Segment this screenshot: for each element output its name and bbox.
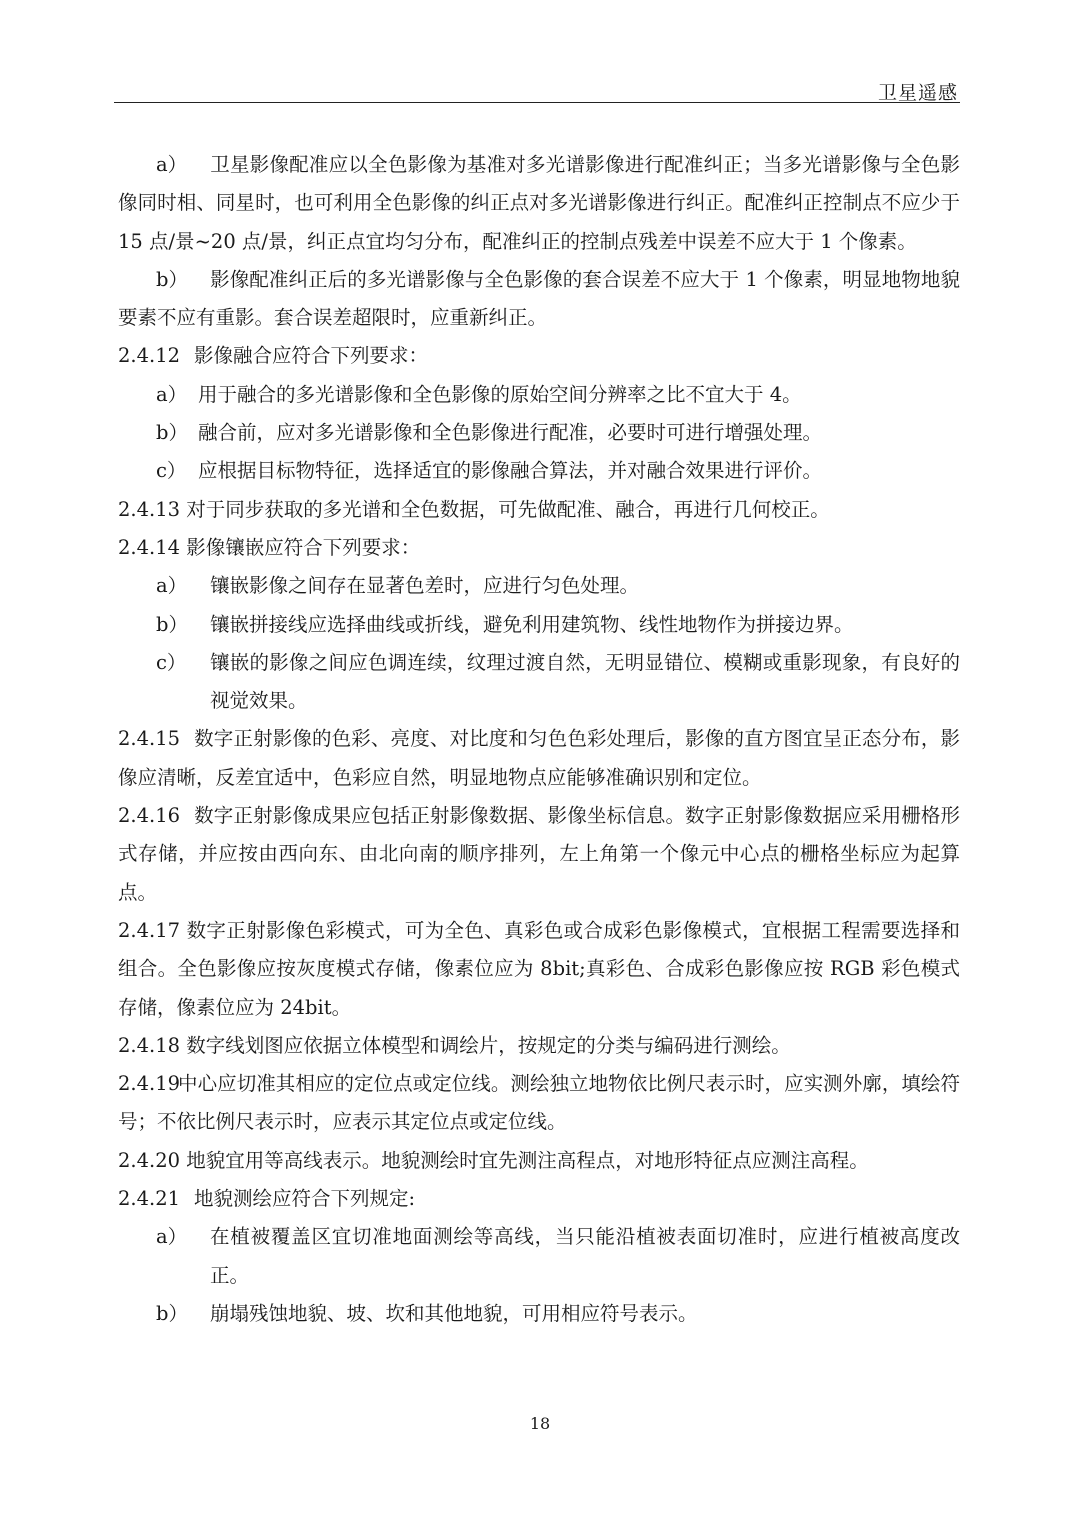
- list-marker: a）: [156, 382, 188, 406]
- clause-text: 影像配准纠正后的多光谱影像与全色影像的套合误差不应大于 1 个像素，明显地物地貌要素不应有重影。套合误差超限时，应重新纠正。: [118, 267, 960, 330]
- section-number: 2.4.13: [118, 497, 181, 521]
- section-2-4-17: [118, 912, 960, 1027]
- section-text: 对于同步获取的多光谱和全色数据，可先做配准、融合，再进行几何校正。: [186, 497, 830, 521]
- header-divider: [114, 102, 960, 103]
- section-2-4-21: [118, 1180, 960, 1218]
- section-number: 2.4.20: [118, 1148, 181, 1172]
- list-item-text: 崩塌残蚀地貌、坡、坎和其他地貌，可用相应符号表示。: [210, 1301, 698, 1325]
- section-text: 数字正射影像的色彩、亮度、对比度和匀色色彩处理后，影像的直方图宜呈正态分布，影像应清晰，反差宜适中，色彩应自然，明显地物点应能够准确识别和定位。: [118, 727, 960, 789]
- section-2-4-16: [118, 797, 960, 912]
- section-text: 影像镶嵌应符合下列要求：: [186, 535, 421, 559]
- list-item: [118, 567, 960, 605]
- section-text: 数字线划图应依据立体模型和调绘片，按规定的分类与编码进行测绘。: [186, 1033, 791, 1057]
- list-marker: b）: [156, 612, 188, 636]
- section-number: 2.4.19: [118, 1072, 181, 1096]
- list-item-text: 镶嵌拼接线应选择曲线或折线，避免利用建筑物、线性地物作为拼接边界。: [210, 612, 854, 636]
- list-item: [118, 452, 960, 490]
- list-marker: a）: [156, 153, 188, 176]
- list-item-text: 在植被覆盖区宜切准地面测绘等高线，当只能沿植被表面切准时，应进行植被高度改正。: [210, 1225, 960, 1287]
- list-item: [118, 376, 960, 414]
- list-item-text: 镶嵌的影像之间应色调连续，纹理过渡自然，无明显错位、模糊或重影现象，有良好的视觉效果。: [210, 650, 960, 713]
- section-2-4-12: [118, 337, 960, 375]
- section-2-4-13: [118, 491, 960, 529]
- section-number: 2.4.15: [118, 727, 181, 751]
- section-2-4-15: [118, 720, 960, 797]
- list-item: [118, 606, 960, 644]
- document-body: [118, 146, 960, 1333]
- list-item: [118, 414, 960, 452]
- list-marker: c）: [156, 650, 187, 674]
- page-number: 18: [529, 1414, 551, 1433]
- section-text: 影像融合应符合下列要求：: [194, 344, 429, 368]
- list-marker: a）: [156, 1225, 188, 1249]
- clause-text: 卫星影像配准应以全色影像为基准对多光谱影像进行配准纠正；当多光谱影像与全色影像同时相、同星时，也可利用全色影像的纠正点对多光谱影像进行纠正。配准纠正控制点不应少于 15 点/景~20 点/景，纠正点宜均匀分布，配准纠正的控制点残差中误差不应大于 1 个像素。: [118, 153, 960, 253]
- section-2-4-18: [118, 1027, 960, 1065]
- list-item: [118, 1218, 960, 1295]
- section-number: 2.4.21: [118, 1187, 181, 1211]
- list-item-text: 融合前，应对多光谱影像和全色影像进行配准，必要时可进行增强处理。: [198, 421, 823, 445]
- section-number: 2.4.14: [118, 535, 181, 559]
- section-text: 地貌宜用等高线表示。地貌测绘时宜先测注高程点，对地形特征点应测注高程。: [186, 1148, 869, 1172]
- list-marker: c）: [156, 459, 187, 483]
- section-number: 2.4.16: [118, 804, 181, 828]
- list-item: [118, 644, 960, 721]
- list-item-text: 应根据目标物特征，选择适宜的影像融合算法，并对融合效果进行评价。: [198, 459, 823, 483]
- running-header-title: 卫星遥感: [877, 82, 958, 104]
- list-marker: b）: [156, 421, 188, 445]
- clause-p1: [118, 146, 960, 261]
- section-text: 中心应切准其相应的定位点或定位线。测绘独立地物依比例尺表示时，应实测外廓，填绘符号；不依比例尺表示时，应表示其定位点或定位线。: [118, 1072, 960, 1134]
- list-item: [118, 1295, 960, 1333]
- section-2-4-19: [118, 1065, 960, 1142]
- section-text: 数字正射影像成果应包括正射影像数据、影像坐标信息。数字正射影像数据应采用栅格形式存储，并应按由西向东、由北向南的顺序排列，左上角第一个像元中心点的栅格坐标应为起算点。: [118, 804, 960, 904]
- section-2-4-14: [118, 529, 960, 567]
- section-2-4-20: [118, 1142, 960, 1180]
- list-item-text: 镶嵌影像之间存在显著色差时，应进行匀色处理。: [210, 574, 640, 598]
- list-item-text: 用于融合的多光谱影像和全色影像的原始空间分辨率之比不宜大于 4。: [198, 382, 802, 406]
- section-text: 数字正射影像色彩模式，可为全色、真彩色或合成彩色影像模式，宜根据工程需要选择和组合。全色影像应按灰度模式存储，像素位应为 8bit;真彩色、合成彩色影像应按 RGB 彩色模式存储，像素位应为 24bit。: [118, 918, 960, 1019]
- list-marker: b）: [156, 267, 188, 291]
- list-marker: a）: [156, 574, 188, 598]
- clause-p2: [118, 261, 960, 338]
- section-number: 2.4.12: [118, 344, 181, 368]
- section-number: 2.4.18: [118, 1033, 181, 1057]
- section-text: 地貌测绘应符合下列规定:: [194, 1187, 416, 1211]
- section-number: 2.4.17: [118, 918, 181, 942]
- list-marker: b）: [156, 1301, 188, 1325]
